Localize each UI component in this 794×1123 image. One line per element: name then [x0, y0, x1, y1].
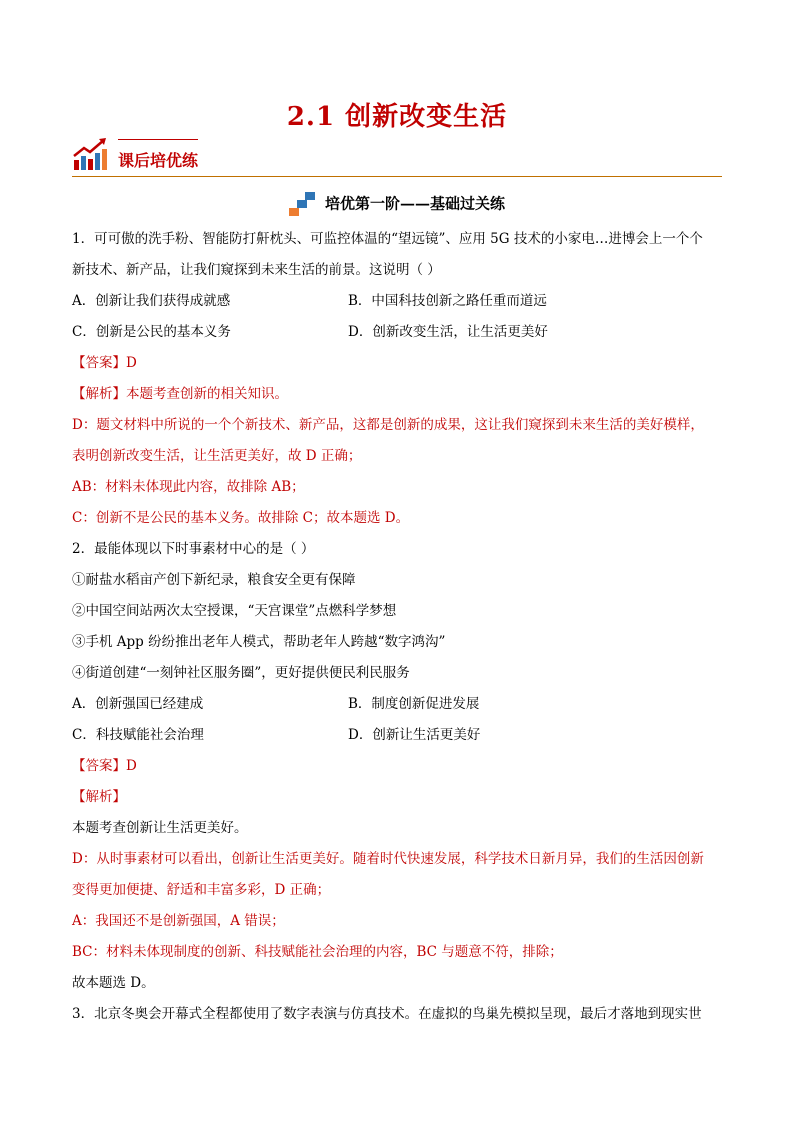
q1-answer-tag: 【答案】: [72, 355, 126, 371]
q1-stem-line1: 1．可可傲的洗手粉、智能防打鼾枕头、可监控体温的“望远镜”、应用 5G 技术的小家电…进博会上一个个: [72, 231, 703, 247]
q1-analysis-head: [72, 379, 724, 410]
q1-options-row2: [72, 317, 724, 348]
q2-option-a: A．创新强国已经建成: [72, 696, 204, 712]
q1-answer-value: D: [126, 355, 137, 371]
q2-answer: [72, 751, 724, 782]
q2-answer-tag: 【答案】: [72, 758, 126, 774]
q2-analysis-line: 变得更加便捷、舒适和丰富多彩，D 正确；: [72, 882, 331, 898]
stage-title: 培优第一阶——基础过关练: [324, 194, 505, 213]
q1-analysis-line: AB：材料未体现此内容，故排除 AB；: [72, 479, 305, 495]
section-header: [72, 136, 722, 178]
section-label: 课后培优练: [118, 151, 199, 170]
page-title: 2.1 创新改变生活: [286, 102, 508, 132]
q1-analysis-line: C：创新不是公民的基本义务。故排除 C；故本题选 D。: [72, 510, 410, 526]
q2-analysis-line: A：我国还不是创新强国，A 错误；: [72, 913, 285, 929]
q1-answer: [72, 348, 724, 379]
q2-analysis-line: D：从时事素材可以看出，创新让生活更美好。随着时代快速发展，科学技术日新月异，我们的生活因创新: [72, 851, 704, 867]
q2-item: ②中国空间站两次太空授课，“天宫课堂”点燃科学梦想: [72, 603, 397, 619]
question-body: [72, 224, 724, 1030]
q1-option-a: A．创新让我们获得成就感: [72, 293, 231, 309]
q2-analysis-tag: 【解析】: [72, 789, 126, 805]
section-divider: [72, 176, 722, 177]
q2-stem: 2．最能体现以下时事素材中心的是（ ）: [72, 541, 315, 557]
q1-analysis-tag: 【解析】: [72, 386, 126, 402]
q1-stem-line2: 新技术、新产品，让我们窥探到未来生活的前景。这说明（ ）: [72, 262, 441, 278]
q1-analysis-intro: 本题考查创新的相关知识。: [126, 386, 288, 402]
q1-options-row1: [72, 286, 724, 317]
steps-icon: [289, 190, 319, 216]
q1-option-d: D．创新改变生活，让生活更美好: [348, 324, 548, 340]
q2-item: ③手机 App 纷纷推出老年人模式，帮助老年人跨越“数字鸿沟”: [72, 634, 446, 650]
q1-analysis-line: 表明创新改变生活，让生活更美好，故 D 正确；: [72, 448, 362, 464]
q3-stem: 3．北京冬奥会开幕式全程都使用了数字表演与仿真技术。在虚拟的鸟巢先模拟呈现，最后才落地到现实世: [72, 1006, 702, 1022]
q1-option-b: B．中国科技创新之路任重而道远: [348, 293, 547, 309]
q2-options-row1: [72, 689, 724, 720]
q2-analysis-intro: 本题考查创新让生活更美好。: [72, 820, 248, 836]
q1-analysis-line: D：题文材料中所说的一个个新技术、新产品，这都是创新的成果，这让我们窥探到未来生活的美好模样，: [72, 417, 704, 433]
q2-options-row2: [72, 720, 724, 751]
stage-heading: [0, 190, 794, 216]
q2-conclusion: 故本题选 D。: [72, 975, 155, 991]
section-top-rule: [118, 139, 198, 140]
rising-chart-icon: [72, 136, 108, 172]
q2-option-d: D．创新让生活更美好: [348, 727, 481, 743]
q2-answer-value: D: [126, 758, 137, 774]
q2-analysis-line: BC：材料未体现制度的创新、科技赋能社会治理的内容，BC 与题意不符，排除；: [72, 944, 563, 960]
q2-option-c: C．科技赋能社会治理: [72, 727, 204, 743]
q2-item: ④街道创建“一刻钟社区服务圈”，更好提供便民利民服务: [72, 665, 410, 681]
q1-option-c: C．创新是公民的基本义务: [72, 324, 231, 340]
q2-option-b: B．制度创新促进发展: [348, 696, 480, 712]
q2-item: ①耐盐水稻亩产创下新纪录，粮食安全更有保障: [72, 572, 356, 588]
